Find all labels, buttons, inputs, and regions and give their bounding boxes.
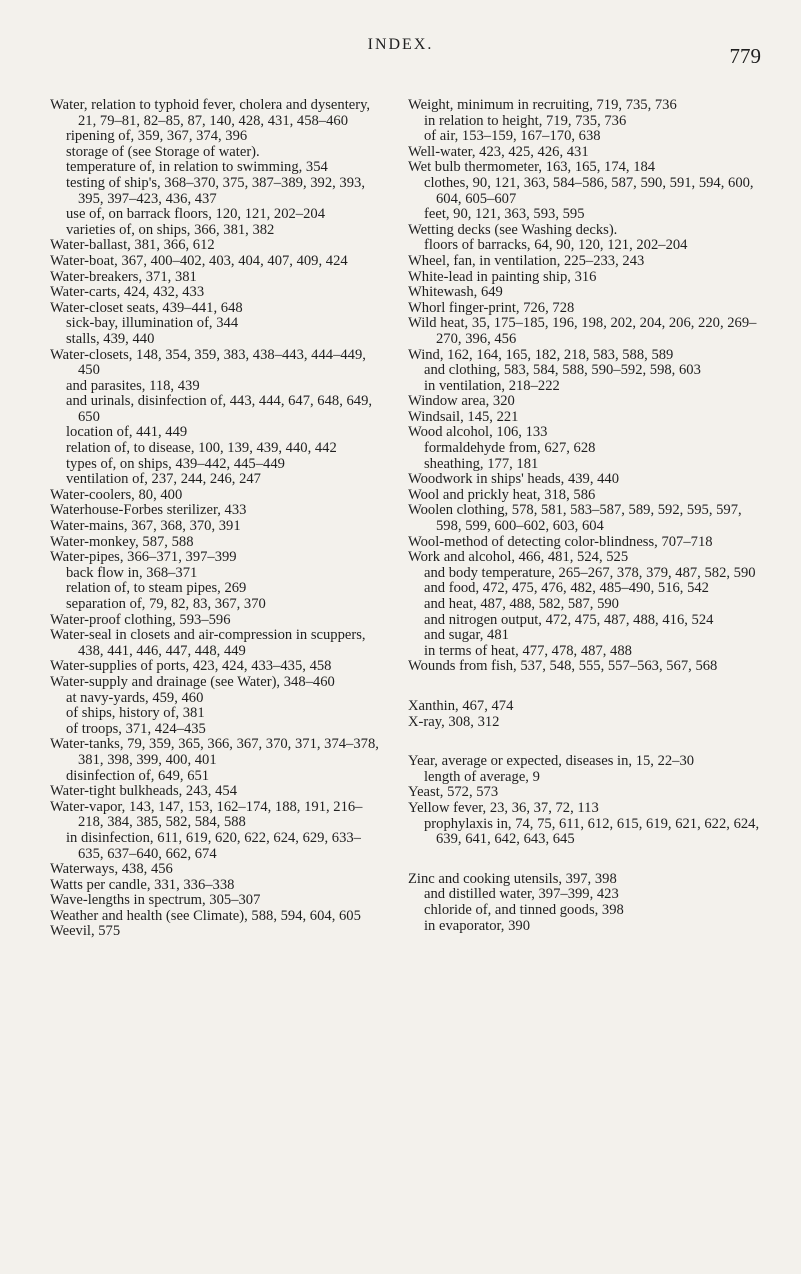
index-subentry: and sugar, 481 [424,627,509,644]
index-entry: Yeast, 572, 573 [408,784,499,801]
index-entry: Waterhouse-Forbes sterilizer, 433 [50,502,247,519]
index-subentry: in disinfection, 611, 619, 620, 622, 624, 629, 633–635, 637–640, 662, 674 [66,829,361,862]
index-column-left [50,98,382,940]
index-entry: Well-water, 423, 425, 426, 431 [408,143,589,160]
index-entry: Wheel, fan, in ventilation, 225–233, 243 [408,252,645,269]
index-subentry: sick-bay, illumination of, 344 [66,315,239,332]
index-entry: Woolen clothing, 578, 581, 583–587, 589, 592, 595, 597, 598, 599, 600–602, 603, 604 [408,502,742,535]
index-entry: Weevil, 575 [50,923,121,940]
index-entry: Wind, 162, 164, 165, 182, 218, 583, 588, 589 [408,346,674,363]
index-subentry: ventilation of, 237, 244, 246, 247 [66,471,261,488]
index-entry: Water-carts, 424, 432, 433 [50,284,205,301]
index-subentry: separation of, 79, 82, 83, 367, 370 [66,596,266,612]
index-subentry: of troops, 371, 424–435 [66,720,206,737]
index-subentry: stalls, 439, 440 [66,330,155,347]
index-entry: Wet bulb thermometer, 163, 165, 174, 184 [408,159,656,176]
index-entry: Water-ballast, 381, 366, 612 [50,237,215,254]
page-title: INDEX. [367,36,434,53]
index-entry: Weather and health (see Climate), 588, 594, 604, 605 [50,907,361,924]
index-entry: White-lead in painting ship, 316 [408,268,597,285]
index-entry: Water-supply and drainage (see Water), 348–460 [50,673,335,690]
index-subentry: disinfection of, 649, 651 [66,767,210,784]
index-entry: Water-seal in closets and air-compression in scuppers, 438, 441, 446, 447, 448, 449 [50,627,366,659]
index-subentry: and food, 472, 475, 476, 482, 485–490, 516, 542 [424,580,709,597]
index-subentry: of air, 153–159, 167–170, 638 [424,128,601,145]
index-entry: Wild heat, 35, 175–185, 196, 198, 202, 204, 206, 220, 269–270, 396, 456 [408,315,757,347]
index-subentry: relation of, to disease, 100, 139, 439, 440, 442 [66,440,337,457]
index-subentry: types of, on ships, 439–442, 445–449 [66,455,285,472]
index-subentry: at navy-yards, 459, 460 [66,689,204,706]
index-subentry: varieties of, on ships, 366, 381, 382 [66,221,275,238]
index-subentry: chloride of, and tinned goods, 398 [424,901,624,918]
index-subentry: and nitrogen output, 472, 475, 487, 488, 416, 524 [424,611,714,628]
index-entry: Waterways, 438, 456 [50,861,173,878]
index-entry: Water-closet seats, 439–441, 648 [50,299,243,316]
index-entry: Water-boat, 367, 400–402, 403, 404, 407, 409, 424 [50,252,348,269]
index-subentry: sheathing, 177, 181 [424,455,539,472]
index-entry: Window area, 320 [408,393,515,410]
index-entry: Water, relation to typhoid fever, cholera and dysentery, 21, 79–81, 82–85, 87, 140, 428, 431, 458–460 [50,97,371,129]
index-subentry: feet, 90, 121, 363, 593, 595 [424,206,585,223]
index-entry: Water-tight bulkheads, 243, 454 [50,783,237,800]
index-subentry: and parasites, 118, 439 [66,377,200,394]
index-subentry: and body temperature, 265–267, 378, 379, 487, 582, 590 [424,564,756,581]
index-subentry: in relation to height, 719, 735, 736 [424,112,627,129]
section-gap [408,675,760,699]
section-gap [408,848,760,872]
index-entry: Water-vapor, 143, 147, 153, 162–174, 188, 191, 216–218, 384, 385, 582, 584, 588 [50,798,363,831]
index-subentry: in ventilation, 218–222 [424,377,560,394]
section-gap [408,730,760,754]
index-entry: Wood alcohol, 106, 133 [408,424,548,441]
index-subentry: of ships, history of, 381 [66,705,205,722]
index-subentry: temperature of, in relation to swimming, 354 [66,159,328,176]
index-entry: Water-pipes, 366–371, 397–399 [50,549,237,566]
index-entry: Wetting decks (see Washing decks). [408,221,618,238]
index-entry: Windsail, 145, 221 [408,408,519,425]
index-entry: Wool-method of detecting color-blindness, 707–718 [408,533,713,550]
index-entry: Woodwork in ships' heads, 439, 440 [408,471,620,488]
index-subentry: testing of ship's, 368–370, 375, 387–389, 392, 393, 395, 397–423, 436, 437 [66,174,365,207]
index-entry: Xanthin, 467, 474 [408,697,514,714]
index-subentry: formaldehyde from, 627, 628 [424,440,596,457]
index-subentry: storage of (see Storage of water). [66,143,260,160]
index-subentry: length of average, 9 [424,768,540,785]
index-subentry: ripening of, 359, 367, 374, 396 [66,128,248,145]
index-entry: Whitewash, 649 [408,284,503,301]
index-subentry: and clothing, 583, 584, 588, 590–592, 598, 603 [424,362,701,379]
index-entry: Water-supplies of ports, 423, 424, 433–435, 458 [50,658,332,675]
index-entry: Water-closets, 148, 354, 359, 383, 438–443, 444–449, 450 [50,346,366,379]
index-subentry: and urinals, disinfection of, 443, 444, 647, 648, 649, 650 [66,393,373,425]
index-subentry: in terms of heat, 477, 478, 487, 488 [424,642,632,659]
index-subentry: in evaporator, 390 [424,917,530,934]
index-subentry: relation of, to steam pipes, 269 [66,580,247,597]
index-subentry: and heat, 487, 488, 582, 587, 590 [424,596,619,612]
page-header [0,36,801,68]
page-number: 779 [729,44,761,68]
index-entry: Water-monkey, 587, 588 [50,533,194,550]
index-entry: Weight, minimum in recruiting, 719, 735, 736 [408,97,677,113]
index-entry: Wounds from fish, 537, 548, 555, 557–563, 567, 568 [408,658,718,675]
index-entry: Work and alcohol, 466, 481, 524, 525 [408,549,629,566]
index-entry: Wool and prickly heat, 318, 586 [408,486,596,503]
index-subentry: prophylaxis in, 74, 75, 611, 612, 615, 619, 621, 622, 624, 639, 641, 642, 643, 645 [424,815,760,848]
index-subentry: location of, 441, 449 [66,424,188,441]
index-entry: Zinc and cooking utensils, 397, 398 [408,870,617,887]
index-entry: Water-tanks, 79, 359, 365, 366, 367, 370, 371, 374–378, 381, 398, 399, 400, 401 [50,736,379,768]
index-entry: Water-breakers, 371, 381 [50,268,197,285]
index-entry: Year, average or expected, diseases in, 15, 22–30 [408,753,695,770]
index-entry: Watts per candle, 331, 336–338 [50,876,235,893]
index-subentry: back flow in, 368–371 [66,564,198,581]
index-column-right [408,98,760,934]
index-entry: Water-mains, 367, 368, 370, 391 [50,518,241,535]
index-entry: Yellow fever, 23, 36, 37, 72, 113 [408,799,599,816]
index-subentry: use of, on barrack floors, 120, 121, 202–204 [66,206,325,223]
index-subentry: clothes, 90, 121, 363, 584–586, 587, 590, 591, 594, 600, 604, 605–607 [424,174,754,207]
index-entry: Wave-lengths in spectrum, 305–307 [50,892,261,909]
index-entry: Water-coolers, 80, 400 [50,486,183,503]
index-entry: Water-proof clothing, 593–596 [50,611,231,628]
index-subentry: and distilled water, 397–399, 423 [424,886,619,903]
index-subentry: floors of barracks, 64, 90, 120, 121, 202–204 [424,237,688,254]
index-entry: X-ray, 308, 312 [408,713,500,730]
index-entry: Whorl finger-print, 726, 728 [408,299,575,316]
